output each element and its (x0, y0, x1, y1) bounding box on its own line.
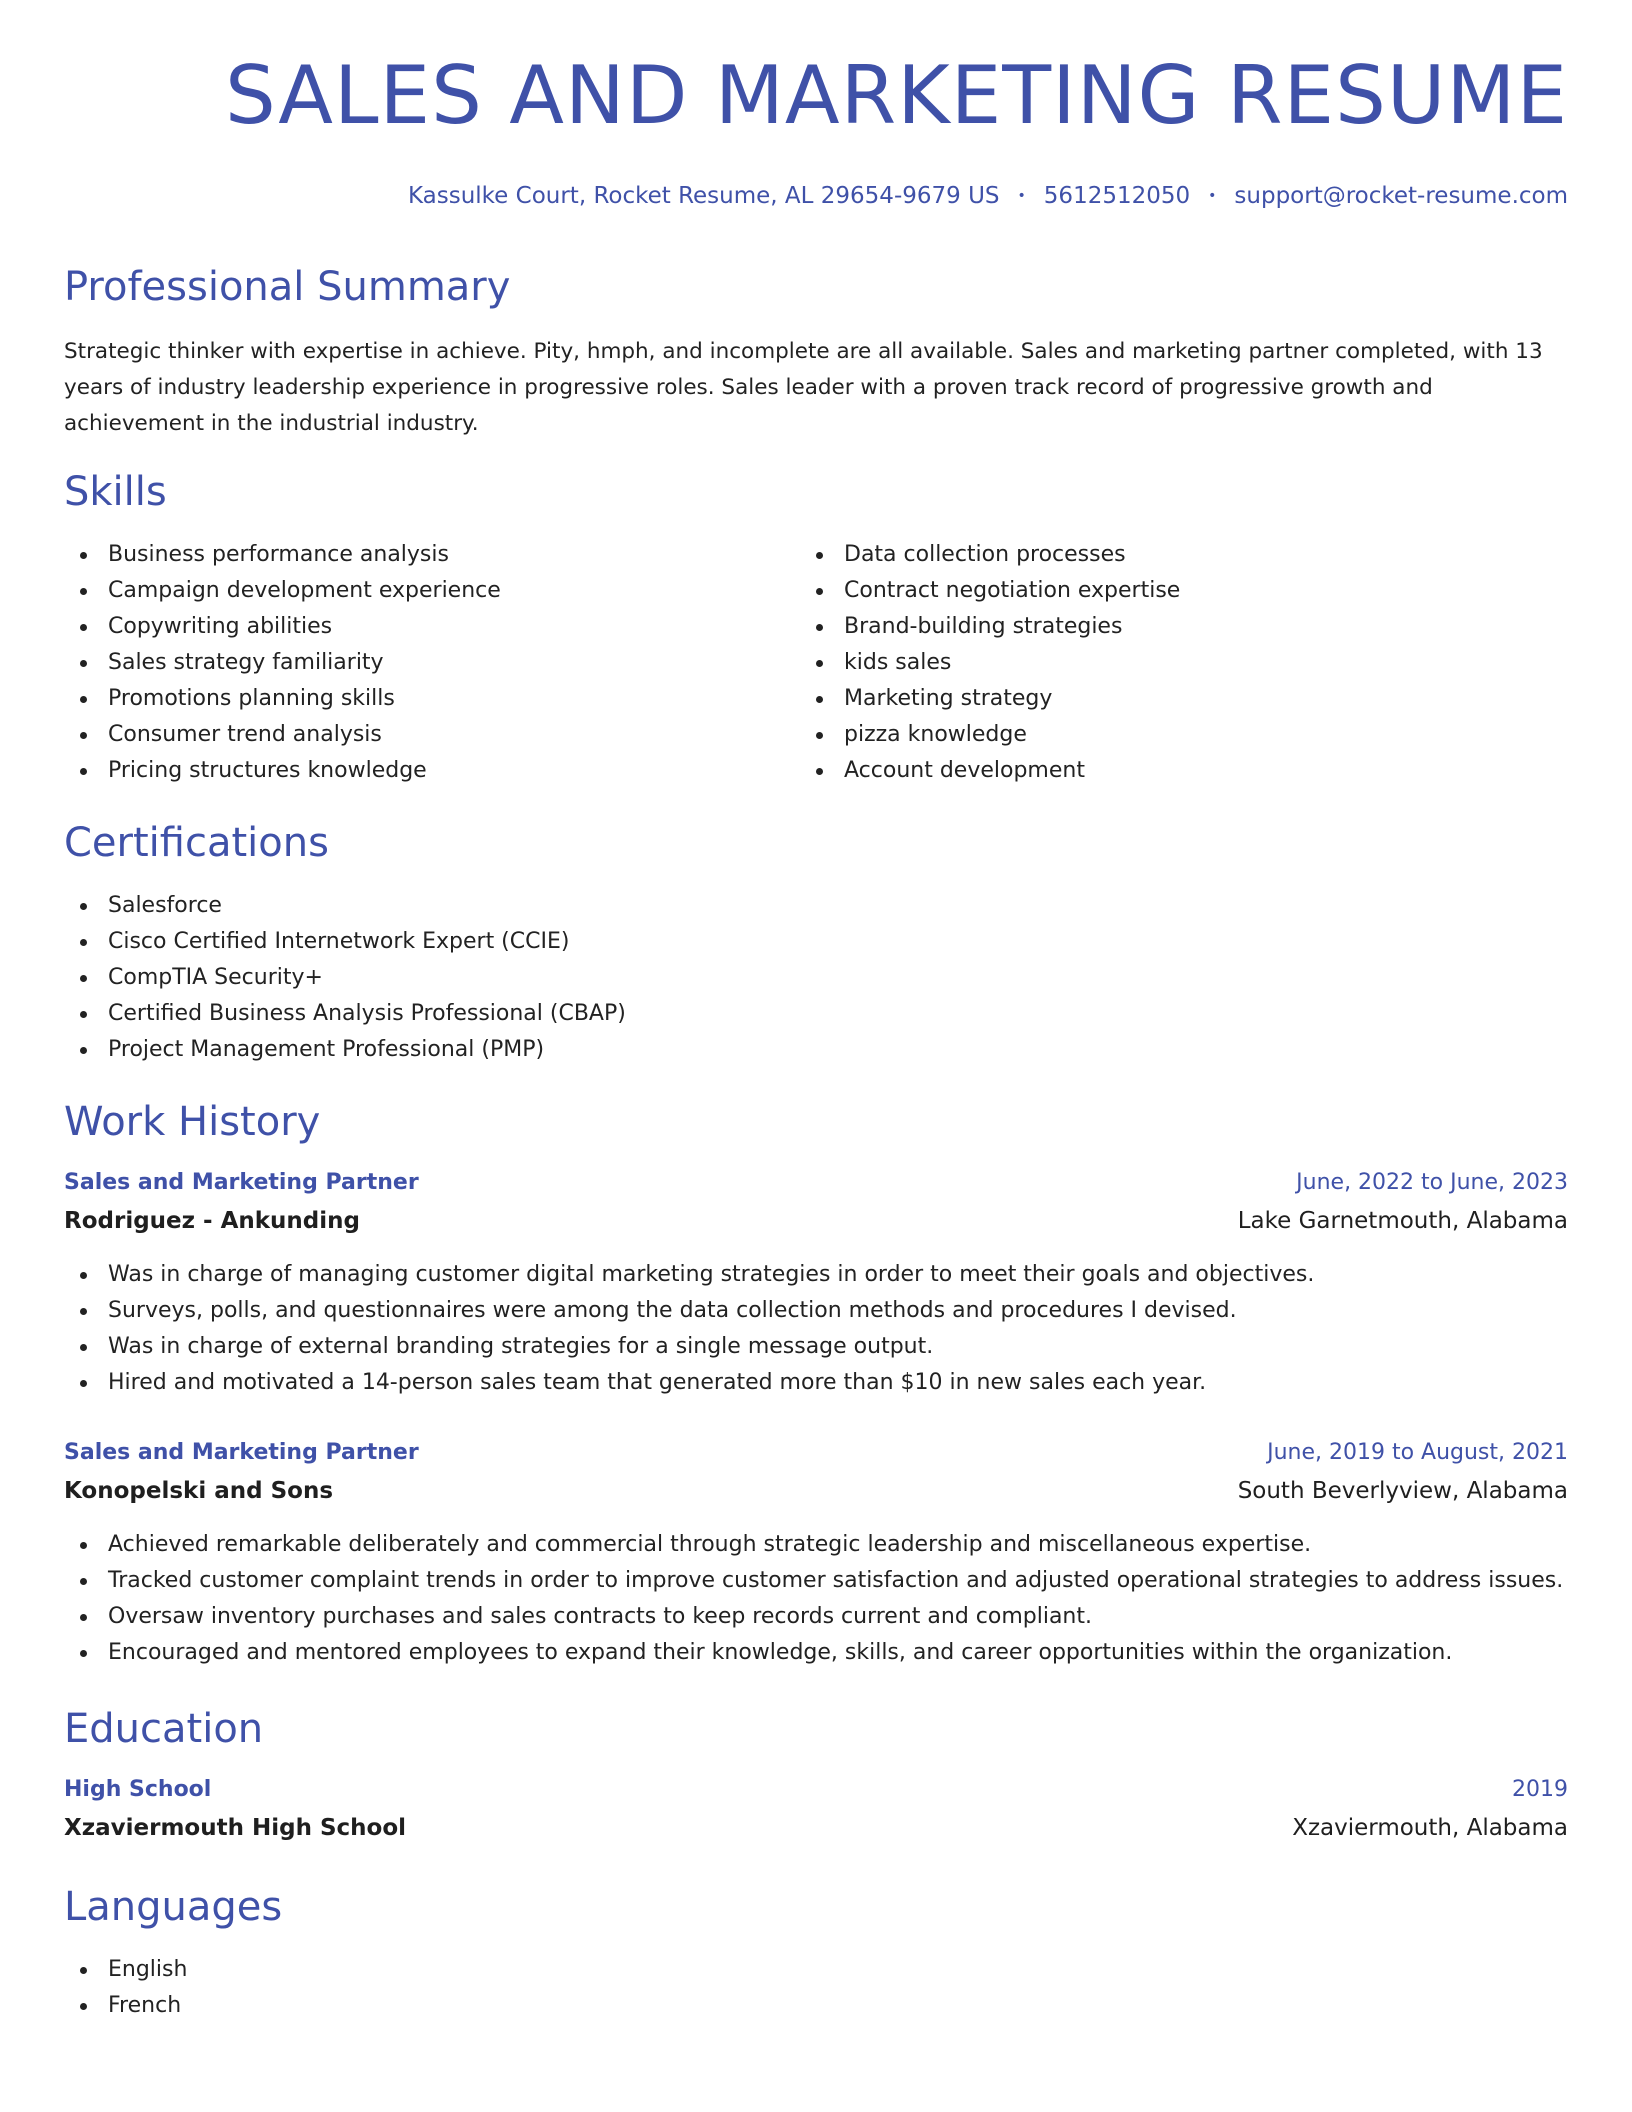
job-bullet: Hired and motivated a 14-person sales team that generated more than $10 in new sales each year. (64, 1365, 1314, 1401)
work-history-heading: Work History (64, 1099, 321, 1145)
job-title: Sales and Marketing Partner (64, 1440, 419, 1465)
job-bullet: Tracked customer complaint trends in order to improve customer satisfaction and adjusted operational strategies to address issues. (64, 1563, 1563, 1599)
skill-item: kids sales (800, 645, 1180, 681)
job-org-row (64, 1478, 1568, 1504)
contact-address: Kassulke Court, Rocket Resume, AL 29654-9679 US (407, 183, 1000, 209)
job-bullet: Achieved remarkable deliberately and commercial through strategic leadership and miscellaneous expertise. (64, 1527, 1563, 1563)
job-bullet: Was in charge of external branding strategies for a single message output. (64, 1329, 1314, 1365)
job-bullet: Surveys, polls, and questionnaires were among the data collection methods and procedures I devised. (64, 1293, 1314, 1329)
job-role-row (64, 1170, 1568, 1195)
skill-item: Business performance analysis (64, 537, 501, 573)
job-location: South Beverlyview, Alabama (1237, 1478, 1568, 1504)
skill-item: Marketing strategy (800, 681, 1180, 717)
skill-item: Consumer trend analysis (64, 717, 501, 753)
education-degree: High School (64, 1777, 212, 1802)
job-bullet: Was in charge of managing customer digital marketing strategies in order to meet their goals and objectives. (64, 1257, 1314, 1293)
certification-item: CompTIA Security+ (64, 960, 626, 996)
job-bullet: Oversaw inventory purchases and sales contracts to keep records current and compliant. (64, 1599, 1563, 1635)
certification-item: Project Management Professional (PMP) (64, 1032, 626, 1068)
education-heading: Education (64, 1706, 264, 1752)
separator-dot: • (1017, 188, 1026, 204)
contact-phone: 5612512050 (1043, 183, 1191, 209)
summary-heading: Professional Summary (64, 264, 511, 310)
education-school: Xzaviermouth High School (64, 1815, 407, 1841)
contact-line (408, 183, 1568, 209)
job-bullets (64, 1527, 1563, 1671)
job-title: Sales and Marketing Partner (64, 1170, 419, 1195)
job-company: Konopelski and Sons (64, 1478, 334, 1504)
job-dates: June, 2022 to June, 2023 (1296, 1170, 1568, 1195)
skill-item: Sales strategy familiarity (64, 645, 501, 681)
skill-item: Brand-building strategies (800, 609, 1180, 645)
separator-dot: • (1208, 188, 1217, 204)
skills-heading: Skills (64, 469, 167, 515)
skill-item: Pricing structures knowledge (64, 753, 501, 789)
summary-text: Strategic thinker with expertise in achieve. Pity, hmph, and incomplete are all available. Sales and marketing partner completed, with 13 years of industry leadership experience in progressive roles. Sales leader with a proven track record of progressive growth and achievement in the industrial industry. (64, 339, 1543, 436)
education-year: 2019 (1512, 1777, 1568, 1802)
resume-title: SALES AND MARKETING RESUME (224, 49, 1568, 142)
languages-list (64, 1952, 187, 2024)
job-bullet: Encouraged and mentored employees to expand their knowledge, skills, and career opportunities within the organization. (64, 1635, 1563, 1671)
education-school-row (64, 1815, 1568, 1841)
education-location: Xzaviermouth, Alabama (1292, 1815, 1568, 1841)
contact-email: support@rocket-resume.com (1234, 183, 1568, 209)
certification-item: Cisco Certified Internetwork Expert (CCIE) (64, 924, 626, 960)
job-role-row (64, 1440, 1568, 1465)
language-item: French (64, 1988, 187, 2024)
skill-item: Copywriting abilities (64, 609, 501, 645)
language-item: English (64, 1952, 187, 1988)
skill-item: pizza knowledge (800, 717, 1180, 753)
certifications-list (64, 888, 626, 1068)
job-bullets (64, 1257, 1314, 1401)
skill-item: Data collection processes (800, 537, 1180, 573)
job-org-row (64, 1208, 1568, 1234)
skills-list-left (64, 537, 501, 789)
certification-item: Salesforce (64, 888, 626, 924)
skill-item: Account development (800, 753, 1180, 789)
skill-item: Promotions planning skills (64, 681, 501, 717)
languages-heading: Languages (64, 1884, 283, 1930)
certifications-heading: Certifications (64, 820, 329, 866)
job-dates: June, 2019 to August, 2021 (1267, 1440, 1568, 1465)
skills-list-right (800, 537, 1180, 789)
job-location: Lake Garnetmouth, Alabama (1237, 1208, 1568, 1234)
education-row (64, 1777, 1568, 1802)
job-company: Rodriguez - Ankunding (64, 1208, 360, 1234)
skill-item: Contract negotiation expertise (800, 573, 1180, 609)
skill-item: Campaign development experience (64, 573, 501, 609)
certification-item: Certified Business Analysis Professional (CBAP) (64, 996, 626, 1032)
